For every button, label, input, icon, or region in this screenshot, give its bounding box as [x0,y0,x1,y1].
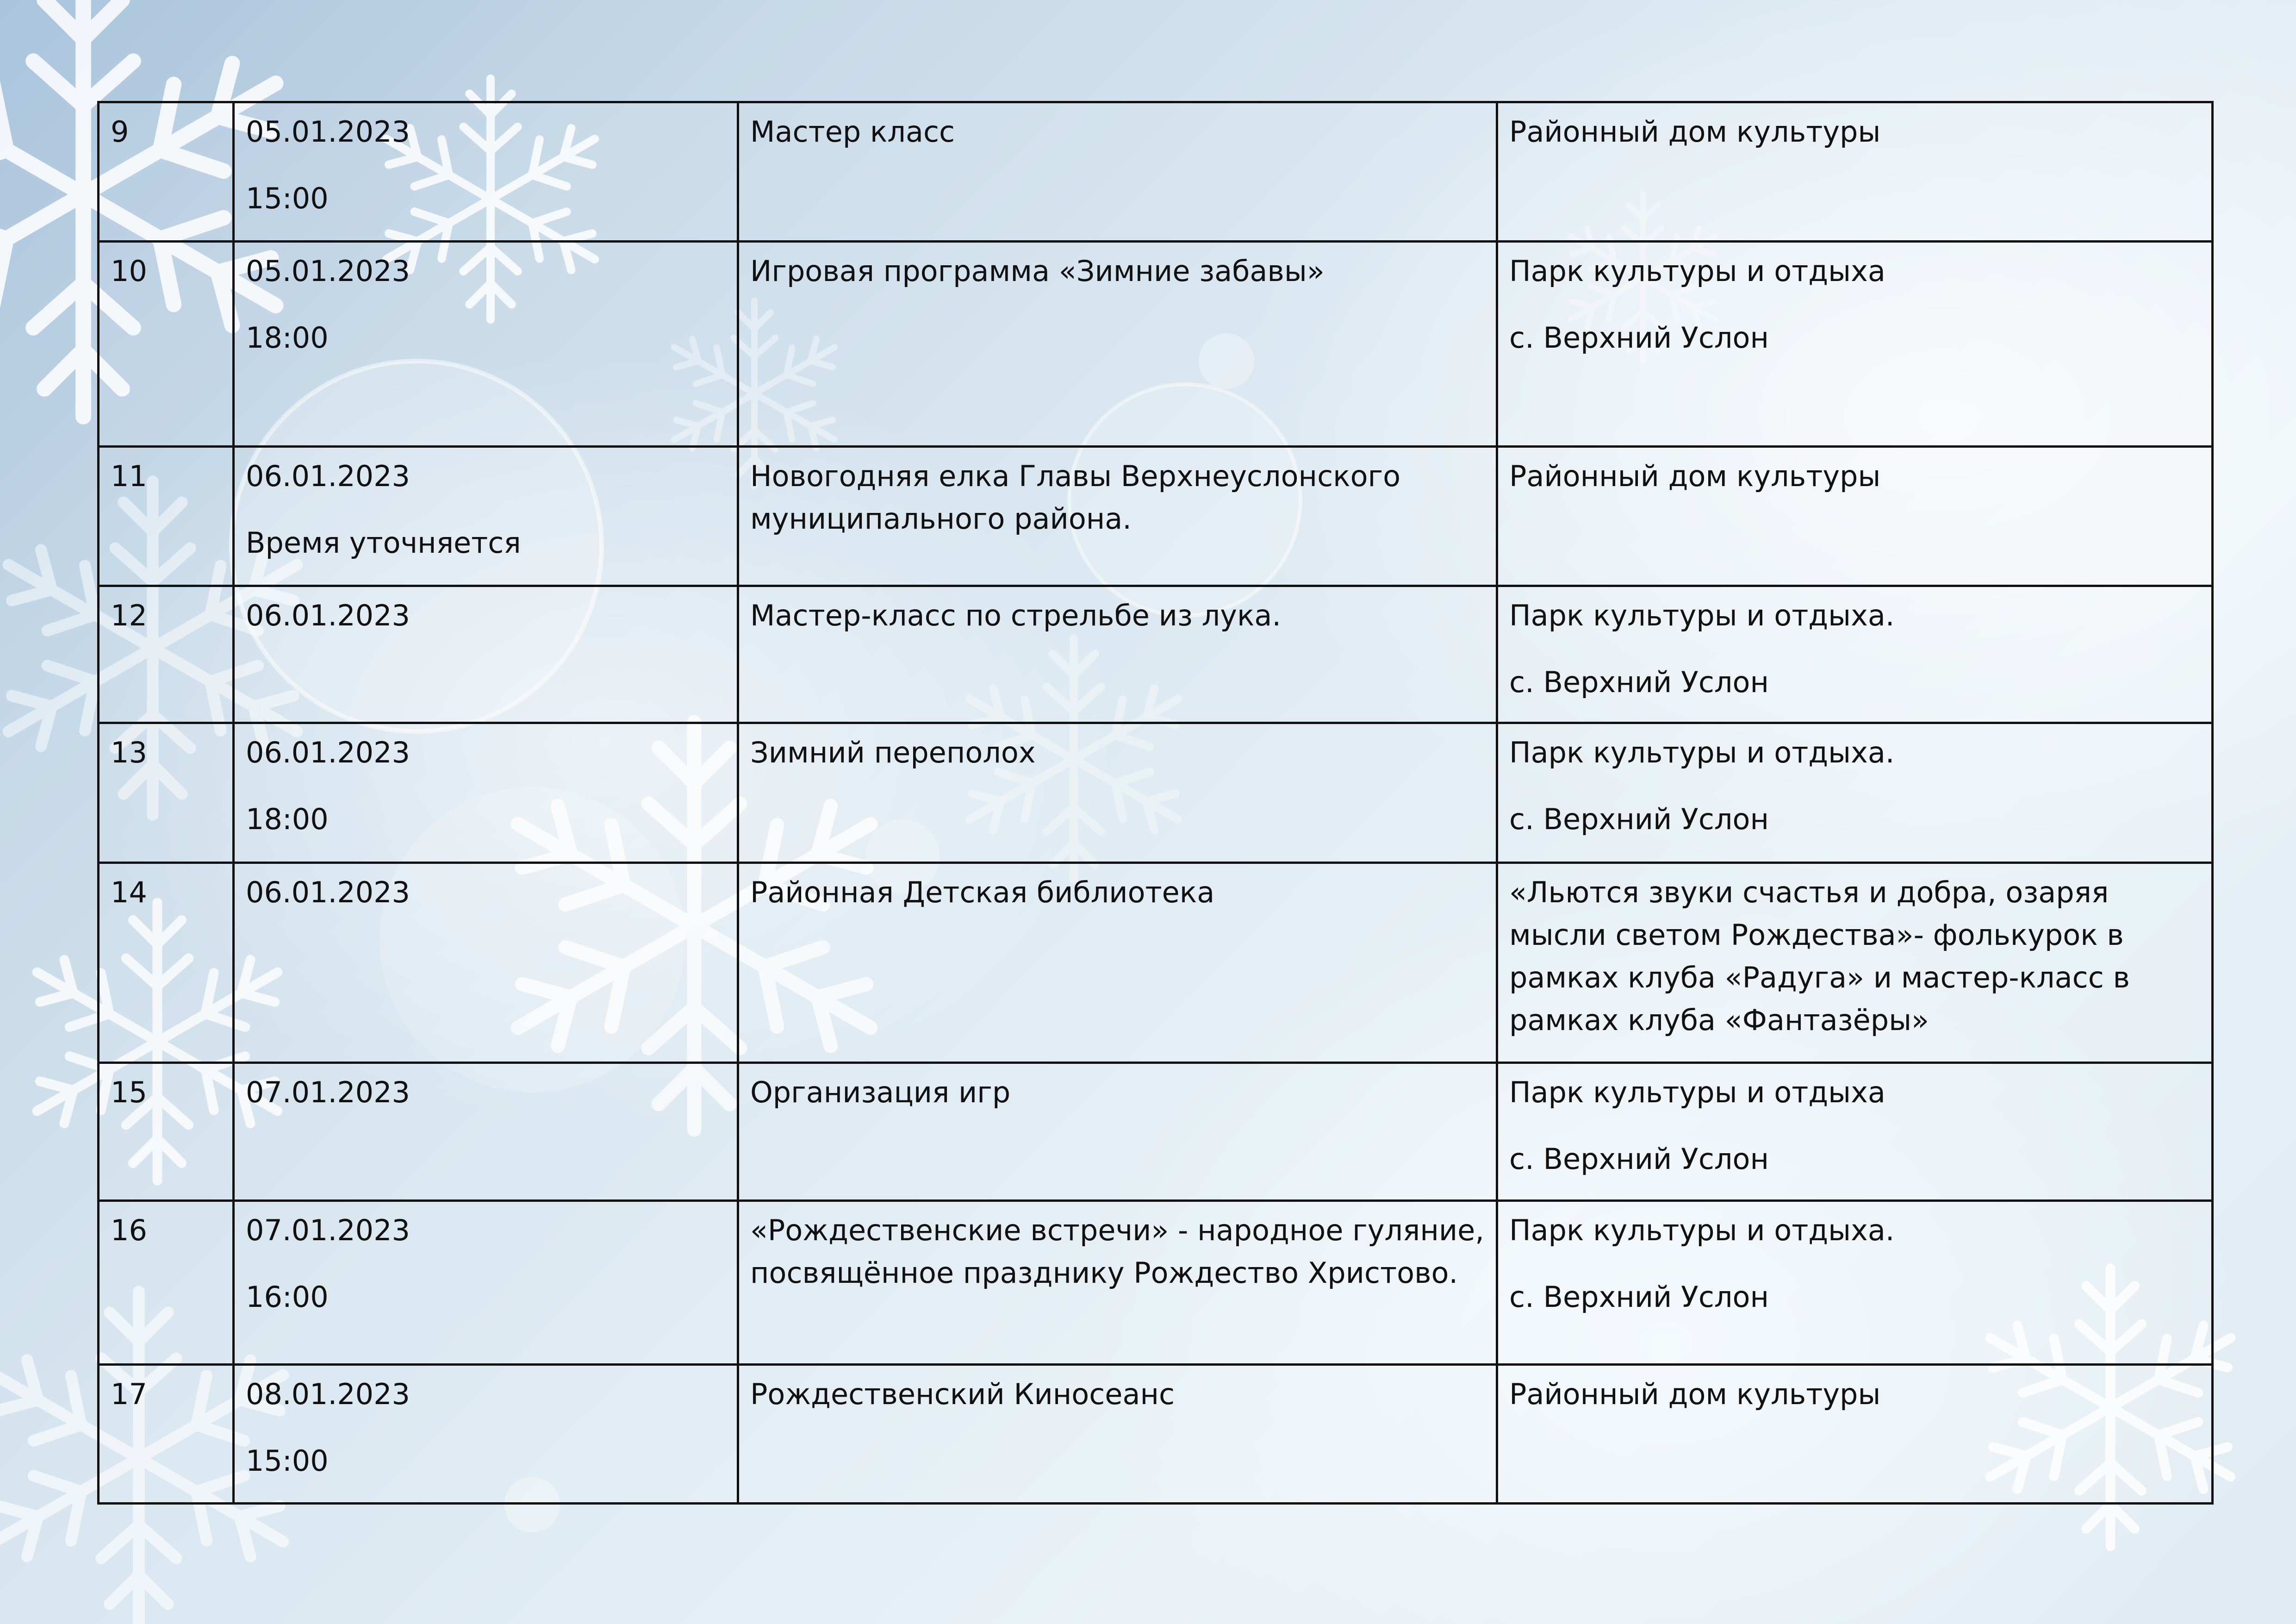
row-number: 10 [99,242,234,447]
event-time: 18:00 [246,321,329,355]
event-location-cell [1497,723,2213,863]
event-location: с. Верхний Услон [1509,665,1769,699]
event-date-cell [234,586,738,723]
event-date-cell [234,863,738,1063]
event-location: Районный дом культуры [1509,1377,1881,1411]
event-time: Время уточняется [246,526,521,560]
events-table [97,101,2214,1505]
event-date: 05.01.2023 [246,254,410,288]
table-row [99,1201,2213,1365]
table-row [99,1063,2213,1201]
event-date: 07.01.2023 [246,1075,410,1109]
event-date: 08.01.2023 [246,1377,410,1411]
event-location-cell [1497,1201,2213,1365]
event-location-cell [1497,586,2213,723]
table-row [99,102,2213,242]
event-date-cell [234,102,738,242]
event-location-cell [1497,1063,2213,1201]
event-title: Мастер класс [738,102,1497,242]
event-location: с. Верхний Услон [1509,1280,1769,1314]
table-row [99,242,2213,447]
table-row [99,863,2213,1063]
row-number: 12 [99,586,234,723]
row-number: 11 [99,447,234,586]
event-location: с. Верхний Услон [1509,802,1769,836]
event-date: 07.01.2023 [246,1213,410,1247]
event-title: Организация игр [738,1063,1497,1201]
event-date: 05.01.2023 [246,115,410,149]
event-location: с. Верхний Услон [1509,1142,1769,1176]
event-time: 16:00 [246,1280,329,1314]
event-location: Районный дом культуры [1509,459,1881,493]
event-title: Новогодняя елка Главы Верхнеуслонского муниципального района. [738,447,1497,586]
event-date: 06.01.2023 [246,736,410,769]
event-title: Зимний переполох [738,723,1497,863]
row-number: 13 [99,723,234,863]
event-date-cell [234,1365,738,1504]
event-title: «Рождественские встречи» - народное гуляние, посвящённое празднику Рождество Христово. [738,1201,1497,1365]
event-location: Парк культуры и отдыха. [1509,1213,1895,1247]
row-number: 15 [99,1063,234,1201]
table-row [99,1365,2213,1504]
event-description: «Льются звуки счастья и добра, озаряя мысли светом Рождества»- фолькурок в рамках клуба «Радуга» и мастер-класс в рамках клуба «Фантазёры» [1509,875,2130,1037]
table-row [99,447,2213,586]
table-row [99,586,2213,723]
event-location-cell [1497,863,2213,1063]
event-time: 15:00 [246,181,329,215]
event-date-cell [234,447,738,586]
row-number: 14 [99,863,234,1063]
row-number: 9 [99,102,234,242]
event-time: 18:00 [246,802,329,836]
event-title: Рождественский Киносеанс [738,1365,1497,1504]
table-row [99,723,2213,863]
event-location: Районный дом культуры [1509,115,1881,149]
event-date: 06.01.2023 [246,875,410,909]
event-location: Парк культуры и отдыха. [1509,599,1895,632]
event-location: Парк культуры и отдыха [1509,1075,1885,1109]
event-location: с. Верхний Услон [1509,321,1769,355]
event-location-cell [1497,1365,2213,1504]
event-date: 06.01.2023 [246,599,410,632]
event-date-cell [234,1063,738,1201]
event-location-cell [1497,447,2213,586]
event-date-cell [234,242,738,447]
event-date-cell [234,1201,738,1365]
event-date-cell [234,723,738,863]
event-title: Районная Детская библиотека [738,863,1497,1063]
event-time: 15:00 [246,1444,329,1478]
event-location-cell [1497,242,2213,447]
event-title: Мастер-класс по стрельбе из лука. [738,586,1497,723]
event-title: Игровая программа «Зимние забавы» [738,242,1497,447]
event-location: Парк культуры и отдыха. [1509,736,1895,769]
event-date: 06.01.2023 [246,459,410,493]
event-location: Парк культуры и отдыха [1509,254,1885,288]
row-number: 16 [99,1201,234,1365]
row-number: 17 [99,1365,234,1504]
event-location-cell [1497,102,2213,242]
